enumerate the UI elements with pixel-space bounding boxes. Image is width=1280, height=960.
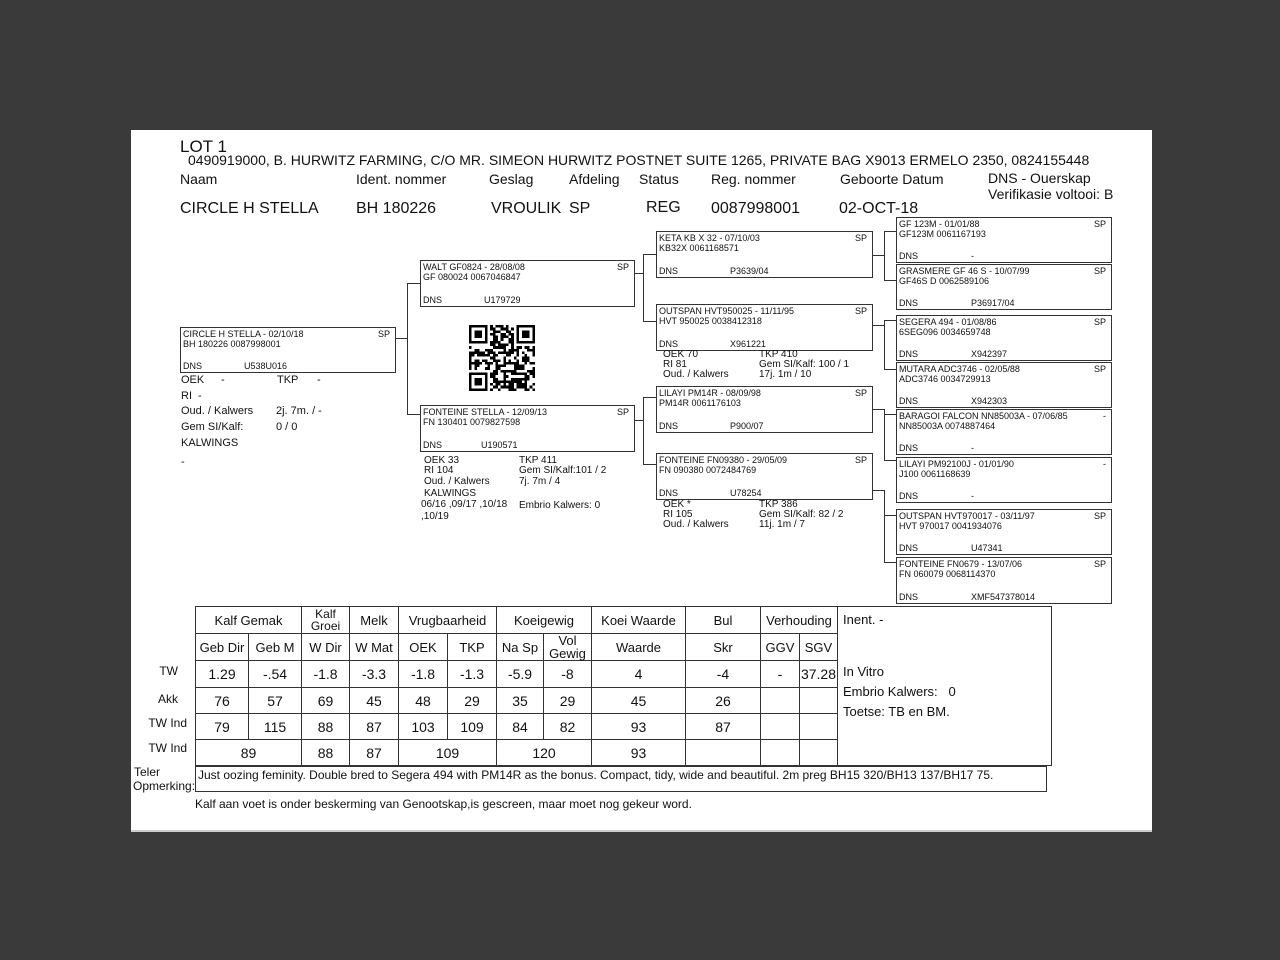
pedigree-box-great-grandparent bbox=[896, 457, 1112, 503]
dam-sp: SP bbox=[616, 407, 629, 417]
cell-akk: 35 bbox=[497, 688, 544, 714]
cell-akk: 69 bbox=[302, 688, 350, 714]
sub-w-dir: W Dir bbox=[302, 634, 350, 661]
pedigree-box-great-grandparent bbox=[896, 217, 1112, 263]
sire-sp: SP bbox=[616, 262, 629, 272]
sub-ggv: GGV bbox=[761, 634, 800, 661]
gp-dns-code: P900/07 bbox=[730, 421, 764, 431]
pedigree-box-great-grandparent bbox=[896, 362, 1112, 408]
cell-tw-ind: 87 bbox=[350, 714, 399, 740]
dam-oek: OEK 33 bbox=[424, 455, 460, 466]
ggp-sp: SP bbox=[1093, 219, 1106, 229]
ggp-dns-code: - bbox=[971, 443, 974, 453]
gp-gem: Gem SI/Kalf: 82 / 2 bbox=[759, 509, 844, 520]
animal-gem-label: Gem SI/Kalf: bbox=[181, 421, 244, 433]
cell-tw-ind: 82 bbox=[544, 714, 592, 740]
value-geslag: VROULIK bbox=[491, 200, 562, 217]
group-kalf-gemak: Kalf Gemak bbox=[196, 607, 302, 634]
gp-ids: PM14R 0061176103 bbox=[659, 398, 741, 408]
ggp-sp: SP bbox=[1093, 559, 1106, 569]
ggp-dns: DNS bbox=[899, 396, 919, 406]
ggp-ids: J100 0061168639 bbox=[899, 469, 971, 479]
label-afdeling: Afdeling bbox=[569, 171, 620, 187]
sub-waarde: Waarde bbox=[592, 634, 686, 661]
ggp-title: LILAYI PM92100J - 01/01/90 bbox=[899, 459, 1014, 469]
remarks-text: Just oozing feminity. Double bred to Segera 494 with PM14R as the bonus. Compact, tidy, wide and beautiful. 2m preg BH15 320/BH13 137/BH17 75. bbox=[198, 768, 994, 782]
connector bbox=[395, 338, 407, 339]
cell-tw: -1.8 bbox=[399, 661, 448, 688]
animal-oud: 2j. 7m. / - bbox=[276, 405, 322, 417]
dam-ids: FN 130401 0079827598 bbox=[423, 417, 521, 427]
ggp-sp: - bbox=[1103, 411, 1106, 421]
animal-tkp: - bbox=[317, 374, 321, 386]
lot-number: LOT 1 bbox=[180, 137, 227, 156]
notes-cell bbox=[838, 607, 1052, 766]
cell-akk: 57 bbox=[249, 688, 302, 714]
ggp-dns-code: U47341 bbox=[971, 543, 1003, 553]
sub-skr: Skr bbox=[686, 634, 761, 661]
ggp-title: BARAGOI FALCON NN85003A - 07/06/85 bbox=[899, 411, 1068, 421]
connector bbox=[884, 231, 885, 281]
label-geboorte: Geboorte Datum bbox=[840, 171, 944, 187]
ggp-sp: SP bbox=[1093, 266, 1106, 276]
connector bbox=[884, 320, 885, 370]
row-label-tw-ind-2: TW Ind bbox=[148, 741, 187, 755]
value-afdeling: SP bbox=[569, 200, 591, 217]
ggp-dns: DNS bbox=[899, 298, 919, 308]
connector bbox=[884, 369, 896, 370]
dam-gem: Gem SI/Kalf:101 / 2 bbox=[519, 465, 607, 476]
cell-tw-ind: 115 bbox=[249, 714, 302, 740]
dam-title: FONTEINE STELLA - 12/09/13 bbox=[423, 407, 548, 417]
sub-sgv: SGV bbox=[800, 634, 838, 661]
gp-title: OUTSPAN HVT950025 - 11/11/95 bbox=[659, 306, 795, 316]
sub-geb-dir: Geb Dir bbox=[196, 634, 249, 661]
ggp-title: SEGERA 494 - 01/08/86 bbox=[899, 317, 997, 327]
gp-title: LILAYI PM14R - 08/09/98 bbox=[659, 388, 761, 398]
dam-kalwings-dates-2: ,10/19 bbox=[421, 511, 449, 522]
gp-ri: RI 81 bbox=[663, 359, 687, 370]
cell-tw-ind: 84 bbox=[497, 714, 544, 740]
animal-kalwings-label: KALWINGS bbox=[181, 437, 239, 449]
label-status: Status bbox=[639, 171, 679, 187]
dam-kalwings-dates: 06/16 ,09/17 ,10/18 bbox=[421, 499, 508, 510]
gp-dns: DNS bbox=[659, 266, 679, 276]
cell-tw-ind-2 bbox=[800, 740, 838, 766]
sub-vol-gewig: Vol Gewig bbox=[544, 634, 592, 661]
gp-ri: RI 105 bbox=[663, 509, 693, 520]
gp-tkp: TKP 410 bbox=[759, 349, 798, 360]
cell-tw-ind-2: 93 bbox=[592, 740, 686, 766]
sub-na-sp: Na Sp bbox=[497, 634, 544, 661]
ggp-dns-code: - bbox=[971, 491, 974, 501]
connector bbox=[884, 320, 896, 321]
label-ident: Ident. nommer bbox=[356, 171, 447, 187]
gp-ids: KB32X 0061168571 bbox=[659, 243, 739, 253]
ggp-ids: GF123M 0061167193 bbox=[899, 229, 986, 239]
group-koei-waarde: Koei Waarde bbox=[592, 607, 686, 634]
group-bul: Bul bbox=[686, 607, 761, 634]
cell-tw: 37.28 bbox=[800, 661, 838, 688]
opmerking-label: Opmerking: bbox=[133, 779, 196, 793]
gp-sp: SP bbox=[854, 233, 867, 243]
animal-oek-label: OEK bbox=[181, 374, 205, 386]
gp-oud: 11j. 1m / 7 bbox=[759, 519, 805, 530]
ggp-title: OUTSPAN HVT970017 - 03/11/97 bbox=[899, 511, 1035, 521]
cell-tw-ind bbox=[800, 714, 838, 740]
pedigree-box-great-grandparent bbox=[896, 264, 1112, 310]
cell-tw-ind-2 bbox=[686, 740, 761, 766]
cell-tw-ind: 79 bbox=[196, 714, 249, 740]
cell-tw: -4 bbox=[686, 661, 761, 688]
group-verhouding: Verhouding bbox=[761, 607, 838, 634]
ggp-sp: - bbox=[1103, 459, 1106, 469]
value-status: REG bbox=[646, 199, 681, 216]
pedigree-box-great-grandparent bbox=[896, 409, 1112, 455]
connector bbox=[884, 490, 885, 563]
sire-title: WALT GF0824 - 28/08/08 bbox=[423, 262, 525, 272]
ggp-sp: SP bbox=[1093, 511, 1106, 521]
cell-tw-ind: 87 bbox=[686, 714, 761, 740]
row-label-akk: Akk bbox=[157, 692, 178, 706]
connector bbox=[643, 254, 644, 322]
dam-oud-label: Oud. / Kalwers bbox=[424, 476, 490, 487]
pedigree-box-great-grandparent bbox=[896, 315, 1112, 361]
ggp-title: GRASMERE GF 46 S - 10/07/99 bbox=[899, 266, 1030, 276]
sire-dns: DNS bbox=[423, 295, 443, 305]
ggp-sp: SP bbox=[1093, 364, 1106, 374]
ggp-dns: DNS bbox=[899, 251, 919, 261]
cell-akk: 29 bbox=[544, 688, 592, 714]
dam-kalwings-label: KALWINGS bbox=[424, 488, 477, 499]
cell-tw: -3.3 bbox=[350, 661, 399, 688]
ggp-ids: HVT 970017 0041934076 bbox=[899, 521, 1002, 531]
pedigree-box-grandparent bbox=[656, 386, 873, 433]
cell-tw-ind: 88 bbox=[302, 714, 350, 740]
label-geslag: Geslag bbox=[489, 171, 534, 187]
cell-akk: 29 bbox=[448, 688, 497, 714]
remarks-box bbox=[195, 766, 1047, 792]
animal-dns: DNS bbox=[183, 361, 203, 371]
ggp-dns-code: X942303 bbox=[971, 396, 1008, 406]
animal-gem: 0 / 0 bbox=[276, 421, 298, 433]
ggp-dns: DNS bbox=[899, 443, 919, 453]
cell-tw: 4 bbox=[592, 661, 686, 688]
ggp-dns: DNS bbox=[899, 491, 919, 501]
value-naam: CIRCLE H STELLA bbox=[180, 200, 319, 217]
gp-gem: Gem SI/Kalf: 100 / 1 bbox=[759, 359, 850, 370]
animal-ri-label: RI bbox=[181, 390, 192, 402]
connector bbox=[407, 414, 420, 415]
dam-ri: RI 104 bbox=[424, 465, 454, 476]
cell-tw-ind-2: 88 bbox=[302, 740, 350, 766]
animal-sp: SP bbox=[377, 329, 390, 339]
label-naam: Naam bbox=[180, 171, 218, 187]
cell-tw: -.54 bbox=[249, 661, 302, 688]
ggp-dns-code: - bbox=[971, 251, 974, 261]
qr-code bbox=[467, 325, 537, 391]
cell-tw-ind-2: 87 bbox=[350, 740, 399, 766]
performance-table bbox=[195, 606, 1052, 766]
ggp-ids: GF46S D 0062589106 bbox=[899, 276, 990, 286]
toetse: Toetse: TB en BM. bbox=[843, 704, 950, 719]
connector bbox=[407, 283, 420, 284]
ggp-ids: 6SEG096 0034659748 bbox=[899, 327, 991, 337]
dam-tkp: TKP 411 bbox=[519, 455, 557, 466]
gp-oek: OEK * bbox=[663, 499, 691, 510]
cell-tw-ind-2: 120 bbox=[497, 740, 592, 766]
cell-akk: 76 bbox=[196, 688, 249, 714]
connector bbox=[643, 397, 644, 465]
ggp-title: FONTEINE FN0679 - 13/07/06 bbox=[899, 559, 1023, 569]
pedigree-box-animal bbox=[180, 327, 396, 373]
gp-dns-code: U78254 bbox=[730, 488, 762, 498]
cell-tw: -1.3 bbox=[448, 661, 497, 688]
cell-tw-ind: 93 bbox=[592, 714, 686, 740]
connector bbox=[884, 280, 896, 281]
pedigree-box-grandparent bbox=[656, 304, 873, 351]
animal-tkp-label: TKP bbox=[277, 374, 299, 386]
animal-ids: BH 180226 0087998001 bbox=[183, 339, 281, 349]
pedigree-box-sire bbox=[420, 260, 635, 307]
dam-oud: 7j. 7m / 4 bbox=[519, 476, 561, 487]
connector bbox=[884, 231, 896, 232]
ggp-dns-code: XMF547378014 bbox=[971, 592, 1036, 602]
ggp-ids: FN 060079 0068114370 bbox=[899, 569, 996, 579]
gp-oud-label: Oud. / Kalwers bbox=[663, 519, 729, 530]
cell-tw-ind: 109 bbox=[448, 714, 497, 740]
gp-title: KETA KB X 32 - 07/10/03 bbox=[659, 233, 760, 243]
pedigree-box-dam bbox=[420, 405, 635, 452]
animal-oud-label: Oud. / Kalwers bbox=[181, 405, 254, 417]
breeder-address: 0490919000, B. HURWITZ FARMING, C/O MR. SIMEON HURWITZ POSTNET SUITE 1265, PRIVATE BAG X9013 ERMELO 2350, 0824155448 bbox=[188, 152, 1090, 168]
row-label-tw: TW bbox=[159, 664, 178, 678]
dam-dns-code: U190571 bbox=[481, 440, 518, 450]
connector bbox=[643, 464, 656, 465]
group-melk: Melk bbox=[350, 607, 399, 634]
connector bbox=[643, 254, 656, 255]
ggp-dns: DNS bbox=[899, 349, 919, 359]
pedigree-box-great-grandparent bbox=[896, 509, 1112, 555]
sub-geb-m: Geb M bbox=[249, 634, 302, 661]
gp-sp: SP bbox=[854, 306, 867, 316]
label-verifikasie: Verifikasie voltooi: B bbox=[988, 186, 1114, 202]
connector bbox=[643, 321, 656, 322]
cell-akk bbox=[761, 688, 800, 714]
ggp-dns-code: P36917/04 bbox=[971, 298, 1015, 308]
ggp-dns: DNS bbox=[899, 592, 919, 602]
gp-oek: OEK 70 bbox=[663, 349, 699, 360]
cell-akk: 45 bbox=[350, 688, 399, 714]
row-label-tw-ind: TW Ind bbox=[148, 716, 187, 730]
animal-ri: - bbox=[198, 390, 202, 402]
gp-dns-code: X961221 bbox=[730, 339, 767, 349]
ggp-title: GF 123M - 01/01/88 bbox=[899, 219, 980, 229]
gp-sp: SP bbox=[854, 455, 867, 465]
cell-tw: - bbox=[761, 661, 800, 688]
pedigree-box-grandparent bbox=[656, 231, 873, 278]
cell-tw: 1.29 bbox=[196, 661, 249, 688]
connector bbox=[407, 283, 408, 415]
connector bbox=[884, 409, 885, 461]
ggp-ids: ADC3746 0034729913 bbox=[899, 374, 991, 384]
cell-akk bbox=[800, 688, 838, 714]
cell-tw-ind-2: 89 bbox=[196, 740, 302, 766]
cell-tw: -1.8 bbox=[302, 661, 350, 688]
cell-tw-ind-2: 109 bbox=[399, 740, 497, 766]
group-vrugbaarheid: Vrugbaarheid bbox=[399, 607, 497, 634]
dam-dns: DNS bbox=[423, 440, 443, 450]
sub-w-mat: W Mat bbox=[350, 634, 399, 661]
ggp-dns-code: X942397 bbox=[971, 349, 1008, 359]
pedigree-box-grandparent bbox=[656, 453, 873, 500]
in-vitro: In Vitro bbox=[843, 664, 884, 679]
cell-tw: -8 bbox=[544, 661, 592, 688]
cell-tw-ind: 103 bbox=[399, 714, 448, 740]
sub-oek: OEK bbox=[399, 634, 448, 661]
inent: Inent. - bbox=[843, 612, 884, 627]
connector bbox=[643, 397, 656, 398]
cell-tw-ind-2 bbox=[761, 740, 800, 766]
sire-ids: GF 080024 0067046847 bbox=[423, 272, 521, 282]
footer-note: Kalf aan voet is onder beskerming van Genootskap,is gescreen, maar moet nog gekeur word. bbox=[195, 797, 692, 811]
gp-dns-code: P3639/04 bbox=[730, 266, 769, 276]
value-reg: 0087998001 bbox=[711, 200, 800, 217]
label-reg: Reg. nommer bbox=[711, 171, 796, 187]
connector bbox=[884, 515, 896, 516]
connector bbox=[884, 414, 896, 415]
label-dns: DNS - Ouerskap bbox=[988, 170, 1091, 186]
cell-akk: 48 bbox=[399, 688, 448, 714]
group-koeigewig: Koeigewig bbox=[497, 607, 592, 634]
connector bbox=[884, 562, 896, 563]
ggp-ids: NN85003A 0074887464 bbox=[899, 421, 996, 431]
animal-kalwings: - bbox=[181, 456, 185, 468]
ggp-dns: DNS bbox=[899, 543, 919, 553]
ggp-sp: SP bbox=[1093, 317, 1106, 327]
value-ident: BH 180226 bbox=[356, 200, 437, 217]
gp-title: FONTEINE FN09380 - 29/05/09 bbox=[659, 455, 788, 465]
cell-tw-ind bbox=[761, 714, 800, 740]
sire-dns-code: U179729 bbox=[484, 295, 521, 305]
cell-akk: 26 bbox=[686, 688, 761, 714]
gp-dns: DNS bbox=[659, 488, 679, 498]
gp-ids: FN 090380 0072484769 bbox=[659, 465, 757, 475]
gp-ids: HVT 950025 0038412318 bbox=[659, 316, 762, 326]
page-edge bbox=[131, 830, 1152, 832]
gp-tkp: TKP 386 bbox=[759, 499, 798, 510]
dam-embrio: Embrio Kalwers: 0 bbox=[519, 500, 601, 511]
gp-oud: 17j. 1m / 10 bbox=[759, 369, 812, 380]
animal-dns-code: U538U016 bbox=[244, 361, 288, 371]
ggp-title: MUTARA ADC3746 - 02/05/88 bbox=[899, 364, 1020, 374]
embrio-kalwers: Embrio Kalwers: 0 bbox=[843, 684, 956, 699]
gp-sp: SP bbox=[854, 388, 867, 398]
teler-label: Teler bbox=[134, 765, 161, 779]
animal-title: CIRCLE H STELLA - 02/10/18 bbox=[183, 329, 304, 339]
value-geboorte: 02-OCT-18 bbox=[839, 200, 919, 217]
connector bbox=[884, 460, 896, 461]
sub-tkp: TKP bbox=[448, 634, 497, 661]
gp-dns: DNS bbox=[659, 339, 679, 349]
cell-akk: 45 bbox=[592, 688, 686, 714]
cell-tw: -5.9 bbox=[497, 661, 544, 688]
pedigree-box-great-grandparent bbox=[896, 557, 1112, 604]
animal-oek: - bbox=[221, 374, 225, 386]
group-kalf-groei: Kalf Groei bbox=[302, 607, 350, 634]
gp-dns: DNS bbox=[659, 421, 679, 431]
gp-oud-label: Oud. / Kalwers bbox=[663, 369, 729, 380]
